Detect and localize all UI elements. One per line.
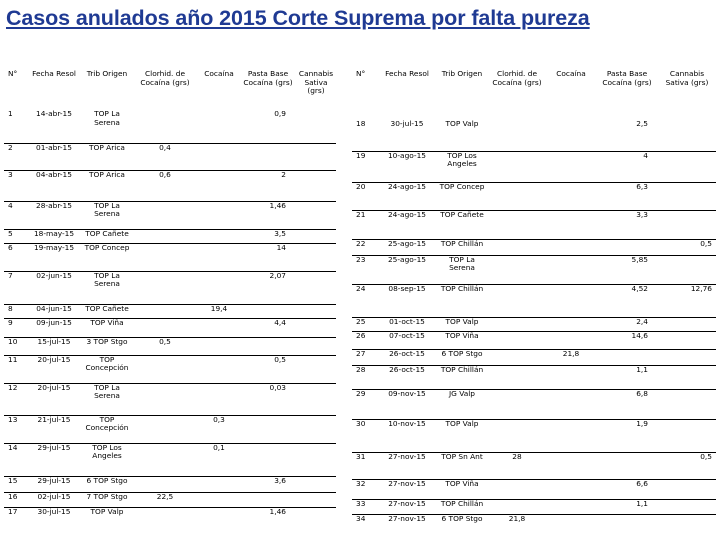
cell-cannabis <box>296 170 336 201</box>
cell-cocaina <box>546 239 596 255</box>
cell-fecha: 09-nov-15 <box>388 389 426 398</box>
header-pasta: Pasta Base Cocaína (grs) <box>602 69 652 87</box>
cell-trib: TOP Valp <box>90 507 124 516</box>
table-row <box>4 243 336 271</box>
cell-fecha: 04-abr-15 <box>36 170 72 179</box>
cell-trib: 6 TOP Stgo <box>86 476 128 485</box>
table-row <box>352 389 716 419</box>
cell-n: 5 <box>8 229 13 238</box>
cell-trib: TOP Chillán <box>440 365 484 374</box>
cell-trib: TOP Viña <box>445 479 479 488</box>
header-clorhid: Clorhid. de Cocaína (grs) <box>492 69 542 87</box>
cell-trib: TOP Valp <box>445 120 479 128</box>
table-row <box>4 304 336 318</box>
cell-n: 22 <box>356 239 366 248</box>
cell-clorhid <box>488 331 546 349</box>
cell-cannabis <box>658 365 716 389</box>
table-row <box>4 443 336 476</box>
cell-trib: TOP Concep <box>84 243 130 252</box>
cell-cannabis <box>658 255 716 284</box>
cell-clorhid: 0,5 <box>159 337 171 346</box>
cell-n: 29 <box>356 389 366 398</box>
cases-table-left <box>4 62 336 526</box>
cell-pasta: 2,4 <box>636 317 648 326</box>
cell-trib: TOP La Serena <box>94 383 120 401</box>
cell-fecha: 30-jul-15 <box>390 120 424 128</box>
cell-clorhid <box>132 271 198 304</box>
cell-cocaina <box>546 479 596 499</box>
cell-pasta: 14 <box>276 243 286 252</box>
cell-cannabis <box>296 229 336 243</box>
cell-fecha: 08-sep-15 <box>388 284 426 293</box>
cell-cocaina <box>546 419 596 452</box>
table-row <box>4 318 336 337</box>
cell-n: 13 <box>8 415 18 424</box>
cell-cocaina <box>198 229 240 243</box>
cell-n: 3 <box>8 170 13 179</box>
cell-cannabis: 0,5 <box>700 239 712 248</box>
cell-n: 6 <box>8 243 13 252</box>
header-clorhid: Clorhid. de Cocaína (grs) <box>140 69 190 87</box>
cell-n: 1 <box>8 110 13 118</box>
cell-n: 24 <box>356 284 366 293</box>
cell-cannabis <box>296 318 336 337</box>
cell-cannabis <box>658 331 716 349</box>
cell-clorhid <box>488 151 546 182</box>
cell-cannabis <box>658 317 716 331</box>
cell-pasta <box>596 349 658 365</box>
cell-trib: TOP Los Angeles <box>447 151 477 169</box>
cell-trib: TOP Arica <box>89 143 125 152</box>
cases-table-right <box>352 62 716 531</box>
cell-fecha: 27-nov-15 <box>388 479 426 488</box>
cell-pasta: 2,5 <box>636 120 648 128</box>
cell-trib: TOP Cañete <box>85 304 129 313</box>
cell-cannabis <box>296 476 336 492</box>
cell-n: 31 <box>356 452 366 461</box>
cell-n: 12 <box>8 383 18 392</box>
table-row <box>4 337 336 355</box>
cell-n: 26 <box>356 331 366 340</box>
table-row <box>352 365 716 389</box>
cell-n: 32 <box>356 479 366 488</box>
cell-pasta <box>240 415 296 443</box>
cell-trib: TOP Arica <box>89 170 125 179</box>
cell-pasta: 1,9 <box>636 419 648 428</box>
cell-fecha: 29-jul-15 <box>37 476 71 485</box>
cell-cocaina <box>198 201 240 229</box>
cell-fecha: 26-oct-15 <box>389 349 425 358</box>
cell-trib: TOP Chillán <box>440 499 484 508</box>
header-cocaina: Cocaína <box>556 69 586 78</box>
cell-clorhid: 0,6 <box>159 170 171 179</box>
cell-cocaina <box>546 284 596 317</box>
cell-cocaina: 0,1 <box>213 443 225 452</box>
cell-pasta <box>240 492 296 507</box>
table-row <box>4 492 336 507</box>
cell-pasta: 3,5 <box>274 229 286 238</box>
cell-pasta <box>240 337 296 355</box>
table-row <box>4 110 336 143</box>
cell-clorhid <box>132 355 198 383</box>
cell-pasta: 4,52 <box>631 284 648 293</box>
cell-n: 25 <box>356 317 366 326</box>
cell-pasta: 0,03 <box>269 383 286 392</box>
cell-pasta <box>240 143 296 170</box>
cell-trib: JG Valp <box>448 389 475 398</box>
cell-clorhid <box>132 201 198 229</box>
cell-cannabis <box>296 201 336 229</box>
table-row <box>352 151 716 182</box>
cell-pasta: 1,46 <box>269 201 286 210</box>
cell-trib: TOP Sn Ant <box>441 452 483 461</box>
cell-clorhid <box>488 255 546 284</box>
cell-cocaina <box>198 355 240 383</box>
table-row <box>352 479 716 499</box>
table-row <box>4 507 336 526</box>
cell-pasta: 5,85 <box>631 255 648 264</box>
cell-pasta <box>596 452 658 479</box>
table-row <box>352 452 716 479</box>
cell-cocaina <box>546 210 596 239</box>
cell-n: 9 <box>8 318 13 327</box>
cell-n: 20 <box>356 182 366 191</box>
header-n: N° <box>356 69 366 78</box>
header-trib: Trib Origen <box>86 69 128 78</box>
cell-n: 14 <box>8 443 18 452</box>
cell-cannabis <box>658 419 716 452</box>
cell-fecha: 19-may-15 <box>33 243 75 252</box>
cell-cocaina <box>546 389 596 419</box>
cell-clorhid <box>488 365 546 389</box>
cell-cannabis <box>296 415 336 443</box>
cell-n: 2 <box>8 143 13 152</box>
cell-pasta: 6,6 <box>636 479 648 488</box>
cell-cannabis <box>296 383 336 415</box>
cell-cocaina <box>546 182 596 210</box>
cell-clorhid <box>132 110 198 143</box>
cell-fecha: 14-abr-15 <box>36 110 72 118</box>
cell-clorhid <box>488 317 546 331</box>
cell-n: 28 <box>356 365 366 374</box>
cell-trib: 3 TOP Stgo <box>86 337 128 346</box>
cell-clorhid <box>132 383 198 415</box>
cell-clorhid <box>132 243 198 271</box>
cell-fecha: 25-ago-15 <box>387 239 427 248</box>
cell-cannabis <box>658 479 716 499</box>
cell-fecha: 10-ago-15 <box>387 151 427 160</box>
table-row <box>4 355 336 383</box>
table-row <box>352 210 716 239</box>
header-fecha: Fecha Resol <box>32 69 76 78</box>
cell-pasta: 3,6 <box>274 476 286 485</box>
cell-cocaina <box>198 318 240 337</box>
header-cannabis: Cannabis Sativa (grs) <box>298 69 334 96</box>
cell-n: 8 <box>8 304 13 313</box>
cell-fecha: 28-abr-15 <box>36 201 72 210</box>
table-row <box>352 182 716 210</box>
cell-n: 19 <box>356 151 366 160</box>
cell-pasta: 0,5 <box>274 355 286 364</box>
cell-clorhid <box>488 284 546 317</box>
cell-cocaina: 19,4 <box>210 304 228 313</box>
table-row <box>352 239 716 255</box>
table-row <box>352 349 716 365</box>
cell-fecha: 30-jul-15 <box>37 507 71 516</box>
cell-fecha: 02-jul-15 <box>37 492 71 501</box>
cell-n: 7 <box>8 271 13 280</box>
cell-trib: TOP Valp <box>445 419 479 428</box>
cell-clorhid <box>132 415 198 443</box>
cell-cocaina <box>546 120 596 151</box>
cell-cocaina <box>546 365 596 389</box>
cell-cannabis <box>658 514 716 531</box>
cell-clorhid: 0,4 <box>159 143 171 152</box>
table-row <box>352 419 716 452</box>
cell-cocaina <box>198 337 240 355</box>
cell-cocaina: 21,8 <box>562 349 580 358</box>
cell-pasta <box>240 304 296 318</box>
cell-cannabis <box>296 355 336 383</box>
cell-fecha: 21-jul-15 <box>37 415 71 424</box>
table-row <box>352 284 716 317</box>
cell-clorhid <box>488 389 546 419</box>
cell-trib: TOP Chillán <box>440 284 484 293</box>
cell-cocaina <box>198 383 240 415</box>
cell-cocaina <box>546 452 596 479</box>
cell-cocaina <box>546 514 596 531</box>
table-row <box>352 514 716 531</box>
cell-cocaina <box>198 476 240 492</box>
cell-fecha: 10-nov-15 <box>388 419 426 428</box>
cell-cannabis <box>658 210 716 239</box>
cell-pasta: 6,3 <box>636 182 648 191</box>
cell-cannabis <box>658 389 716 419</box>
cell-trib: TOP La Serena <box>449 255 475 273</box>
cell-n: 16 <box>8 492 18 501</box>
cell-trib: TOP Concepción <box>85 415 129 433</box>
table-row <box>352 331 716 349</box>
cell-clorhid <box>132 476 198 492</box>
cell-clorhid: 22,5 <box>156 492 174 501</box>
cell-trib: TOP Concep <box>439 182 485 191</box>
cell-n: 23 <box>356 255 366 264</box>
cell-pasta <box>596 239 658 255</box>
cell-trib: TOP La Serena <box>94 201 120 219</box>
cell-cannabis <box>296 304 336 318</box>
cell-cocaina <box>546 331 596 349</box>
cell-cocaina: 0,3 <box>213 415 225 424</box>
cell-n: 15 <box>8 476 18 485</box>
cell-trib: TOP Cañete <box>85 229 129 238</box>
cell-cocaina <box>198 170 240 201</box>
cell-trib: TOP La Serena <box>94 271 120 289</box>
table-row <box>4 383 336 415</box>
cell-fecha: 01-oct-15 <box>389 317 425 326</box>
cell-cannabis <box>296 271 336 304</box>
cell-cannabis <box>296 143 336 170</box>
cell-fecha: 26-oct-15 <box>389 365 425 374</box>
cell-trib: TOP Viña <box>90 318 124 327</box>
cell-n: 21 <box>356 210 366 219</box>
cell-pasta: 6,8 <box>636 389 648 398</box>
cell-cannabis <box>658 120 716 151</box>
cell-fecha: 02-jun-15 <box>36 271 72 280</box>
cell-cannabis <box>658 499 716 514</box>
cell-cocaina <box>198 507 240 526</box>
cell-fecha: 04-jun-15 <box>36 304 72 313</box>
cell-cocaina <box>546 255 596 284</box>
cell-n: 11 <box>8 355 18 364</box>
table-row <box>4 170 336 201</box>
cell-trib: TOP Los Angeles <box>92 443 122 461</box>
cell-cannabis <box>296 507 336 526</box>
cell-n: 27 <box>356 349 366 358</box>
table-row <box>4 201 336 229</box>
cell-cocaina <box>198 492 240 507</box>
cell-pasta <box>240 443 296 476</box>
cell-pasta: 1,46 <box>269 507 286 516</box>
header-fecha: Fecha Resol <box>385 69 429 78</box>
cell-fecha: 18-may-15 <box>33 229 75 238</box>
cell-fecha: 01-abr-15 <box>36 143 72 152</box>
cell-fecha: 24-ago-15 <box>387 182 427 191</box>
cell-pasta <box>596 514 658 531</box>
cell-fecha: 20-jul-15 <box>37 355 71 364</box>
header-cannabis: Cannabis Sativa (grs) <box>665 69 709 87</box>
cell-clorhid: 21,8 <box>508 514 526 523</box>
cell-clorhid <box>132 443 198 476</box>
cell-cocaina <box>198 143 240 170</box>
cell-fecha: 29-jul-15 <box>37 443 71 452</box>
table-row <box>4 415 336 443</box>
cell-trib: TOP Cañete <box>440 210 484 219</box>
cell-clorhid: 28 <box>512 452 522 461</box>
cell-pasta: 2,07 <box>269 271 286 280</box>
table-row <box>4 229 336 243</box>
cell-cocaina <box>198 110 240 143</box>
cell-trib: TOP La Serena <box>94 110 120 127</box>
cell-pasta: 0,9 <box>274 110 286 118</box>
header-trib: Trib Origen <box>441 69 483 78</box>
cell-cannabis <box>658 151 716 182</box>
cell-fecha: 27-nov-15 <box>388 499 426 508</box>
cell-cannabis <box>658 349 716 365</box>
header-cocaina: Cocaína <box>204 69 234 78</box>
cell-n: 4 <box>8 201 13 210</box>
cell-cannabis <box>296 110 336 143</box>
cell-trib: 6 TOP Stgo <box>441 514 483 523</box>
cell-pasta: 1,1 <box>636 365 648 374</box>
header-pasta: Pasta Base Cocaína (grs) <box>243 69 293 87</box>
cell-cannabis <box>296 443 336 476</box>
cell-trib: 6 TOP Stgo <box>441 349 483 358</box>
page-title: Casos anulados año 2015 Corte Suprema por falta pureza <box>6 6 590 30</box>
cell-fecha: 25-ago-15 <box>387 255 427 264</box>
cell-n: 30 <box>356 419 366 428</box>
table-row <box>352 255 716 284</box>
cell-clorhid <box>488 210 546 239</box>
cell-clorhid <box>488 419 546 452</box>
table-header-row <box>352 62 716 120</box>
cell-trib: TOP Chillán <box>440 239 484 248</box>
cell-cannabis <box>658 182 716 210</box>
table-row <box>4 143 336 170</box>
cell-pasta: 4,4 <box>274 318 286 327</box>
cell-trib: TOP Concepción <box>85 355 129 373</box>
table-header-row <box>4 62 336 110</box>
cell-trib: 7 TOP Stgo <box>86 492 128 501</box>
cell-cannabis: 12,76 <box>690 284 712 293</box>
cell-clorhid <box>132 318 198 337</box>
cell-clorhid <box>488 499 546 514</box>
cell-clorhid <box>488 182 546 210</box>
cell-cannabis <box>296 337 336 355</box>
cell-fecha: 15-jul-15 <box>37 337 71 346</box>
cell-clorhid <box>488 120 546 151</box>
cell-cocaina <box>198 271 240 304</box>
cell-clorhid <box>132 507 198 526</box>
cell-n: 33 <box>356 499 366 508</box>
cell-cocaina <box>546 317 596 331</box>
cell-fecha: 09-jun-15 <box>36 318 72 327</box>
table-row <box>4 476 336 492</box>
cell-trib: TOP Valp <box>445 317 479 326</box>
cell-pasta: 3,3 <box>636 210 648 219</box>
cell-cocaina <box>546 151 596 182</box>
cell-trib: TOP Viña <box>445 331 479 340</box>
cell-fecha: 07-oct-15 <box>389 331 425 340</box>
cell-fecha: 27-nov-15 <box>388 514 426 523</box>
cell-pasta: 14,6 <box>631 331 648 340</box>
cell-clorhid <box>488 479 546 499</box>
cell-cannabis: 0,5 <box>700 452 712 461</box>
cell-n: 10 <box>8 337 18 346</box>
cell-fecha: 20-jul-15 <box>37 383 71 392</box>
table-row <box>352 120 716 151</box>
cell-n: 18 <box>356 120 366 128</box>
cell-cannabis <box>296 492 336 507</box>
table-row <box>352 317 716 331</box>
cell-n: 34 <box>356 514 366 523</box>
table-row <box>352 499 716 514</box>
cell-n: 17 <box>8 507 18 516</box>
header-n: N° <box>8 69 18 78</box>
cell-cocaina <box>198 243 240 271</box>
table-row <box>4 271 336 304</box>
cell-cannabis <box>296 243 336 271</box>
cell-pasta: 4 <box>643 151 648 160</box>
cell-clorhid <box>488 349 546 365</box>
cell-pasta: 1,1 <box>636 499 648 508</box>
cell-clorhid <box>132 304 198 318</box>
cell-clorhid <box>488 239 546 255</box>
cell-pasta: 2 <box>281 170 286 179</box>
cell-cocaina <box>546 499 596 514</box>
cell-fecha: 27-nov-15 <box>388 452 426 461</box>
cell-clorhid <box>132 229 198 243</box>
cell-fecha: 24-ago-15 <box>387 210 427 219</box>
